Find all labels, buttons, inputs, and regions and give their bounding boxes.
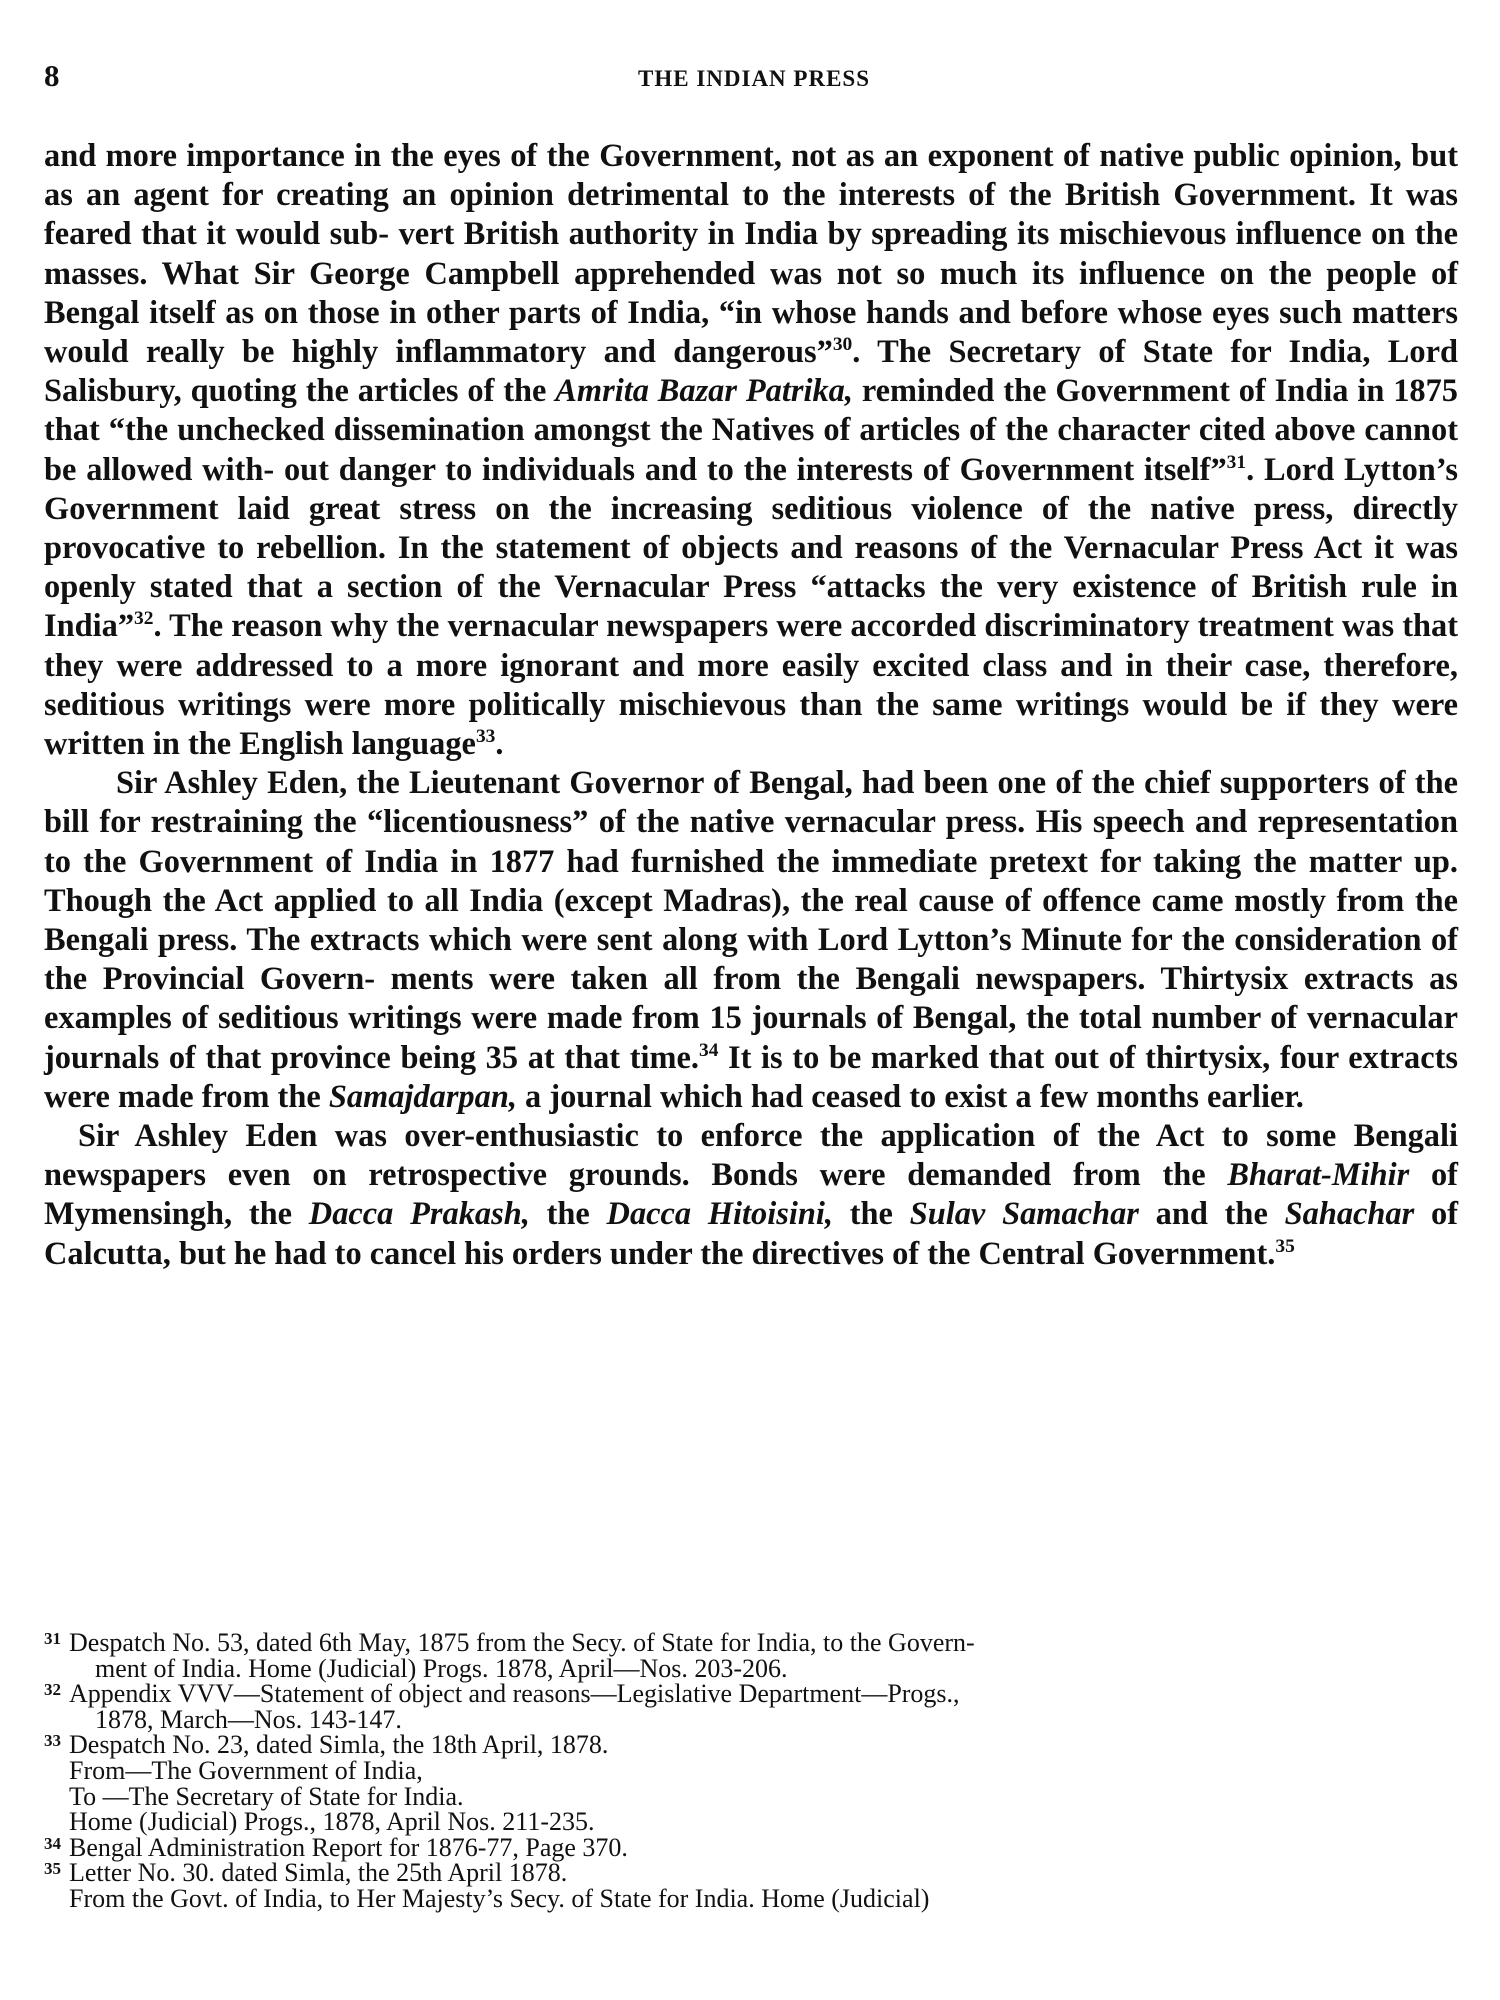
footnote-ref-30: 30	[832, 334, 853, 356]
text-span: . The Secretary of State for India, Lord Salisbury, quoting the articles of the	[44, 334, 1458, 410]
newspaper-title: Dacca Hitoisini,	[606, 1196, 833, 1233]
footnote-ref-33: 33	[475, 726, 496, 748]
text-span: .	[495, 726, 504, 763]
newspaper-title: Dacca Prakash,	[308, 1196, 530, 1233]
text-span: Sir Ashley Eden, the Lieutenant Governor of Bengal, had been one of the chief supporters of the bill for restraining the “licentiousness” of the native vernacular press. His speech and representation to the Government of India in 1877 had furnished the immediate pretext for taking the matter up. Though the Act applied to all India (except Madras), the real cause of offence came mostly from the Bengali press. The extracts which were sent along with Lord Lytton’s Minute for the consideration of the Provincial Govern- ments were taken all from the Bengali newspapers. Thirtysix extracts as examples of seditious writings were made from 15 journals of Bengal, the total number of vernacular journals of that province being 35 at that time.	[44, 765, 1458, 1076]
footnote-line: To —The Secretary of State for India.	[69, 1781, 464, 1811]
footnotes	[44, 1630, 1458, 1912]
footnote-line: From the Govt. of India, to Her Majesty’s Secy. of State for India. Home (Judicial)	[69, 1883, 930, 1913]
footnote-ref-35: 35	[1275, 1235, 1295, 1257]
footnote-mark: 31	[44, 1629, 61, 1648]
newspaper-title: Sahachar	[1284, 1196, 1415, 1233]
newspaper-title: Bharat-Mihir	[1227, 1157, 1410, 1194]
footnote-35	[44, 1860, 1458, 1911]
footnote-line: Home (Judicial) Progs., 1878, April Nos. 211-235.	[69, 1807, 595, 1837]
footnote-mark: 33	[44, 1731, 61, 1751]
paragraph-3	[44, 1117, 1458, 1274]
footnote-line: ment of India. Home (Judicial) Progs. 1878, April—Nos. 203-206.	[95, 1653, 788, 1683]
paragraph-1	[44, 137, 1458, 764]
text-span: and more importance in the eyes of the Government, not as an exponent of native public opinion, but as an agent for creating an opinion detrimental to the interests of the British Government. It was feared that it would sub- vert British authority in India by spreading its mischievous influence on the masses. What Sir George Campbell apprehended was not so much its influence on the people of Bengal itself as on those in other parts of India, “in whose hands and before whose eyes such matters would really be highly inflammatory and dangerous”	[44, 138, 1458, 371]
text-span: It is to be marked that out of thirtysix, four extracts were made from the	[44, 1039, 1458, 1115]
text-span: the	[529, 1196, 607, 1233]
newspaper-title: Amrita Bazar Patrika,	[555, 373, 853, 410]
text-span: and the	[1138, 1196, 1285, 1233]
text-span: reminded the Government of India in 1875 that “the unchecked dissemination amongst the Natives of articles of the character cited above cannot be allowed with- out danger to individuals and to the interests of Government itself”	[44, 373, 1459, 488]
paragraph-2	[44, 764, 1458, 1117]
text-span: . Lord Lytton’s Government laid great stress on the increasing seditious violence of the native press, directly provocative to rebellion. In the statement of objects and reasons of the Vernacular Press Act it was openly stated that a section of the Vernacular Press “attacks the very existence of British rule in India”	[44, 451, 1459, 645]
footnote-line: 1878, March—Nos. 143-147.	[95, 1704, 402, 1734]
footnote-32	[44, 1681, 1458, 1732]
footnote-31	[44, 1630, 1458, 1681]
footnote-line: Despatch No. 23, dated Simla, the 18th April, 1878.	[69, 1730, 609, 1760]
page-header	[44, 58, 1464, 108]
running-head: THE INDIAN PRESS	[638, 66, 870, 91]
text-span: . The reason why the vernacular newspapers were accorded discriminatory treatment was that they were addressed to a more ignorant and more easily excited class and in their case, therefore, seditious writings were more politically mischievous than the same writings would be if they were written in the English language	[44, 608, 1458, 763]
footnote-line: Bengal Administration Report for 1876-77, Page 370.	[69, 1832, 628, 1862]
footnote-mark: 34	[44, 1833, 61, 1853]
newspaper-title: Samajdarpan,	[328, 1078, 517, 1115]
text-span: of Calcutta, but he had to cancel his orders under the directives of the Central Government.	[44, 1196, 1458, 1272]
footnote-line: Letter No. 30. dated Simla, the 25th April 1878.	[69, 1858, 568, 1888]
text-span: a journal which had ceased to exist a few months earlier.	[516, 1078, 1304, 1115]
body-text	[44, 137, 1458, 1274]
footnote-line: Despatch No. 53, dated 6th May, 1875 from the Secy. of State for India, to the Govern-	[69, 1628, 975, 1657]
text-span: the	[832, 1196, 910, 1233]
footnote-ref-32: 32	[134, 608, 154, 630]
footnote-34	[44, 1832, 1458, 1862]
footnote-mark: 35	[44, 1859, 61, 1879]
text-span: of Mymensingh, the	[44, 1157, 1458, 1233]
newspaper-title: Sulav Samachar	[909, 1196, 1139, 1233]
footnote-line: From—The Government of India,	[69, 1755, 423, 1785]
footnote-ref-31: 31	[1226, 451, 1247, 473]
page-number: 8	[44, 58, 60, 93]
footnote-line: Appendix VVV—Statement of object and reasons—Legislative Department—Progs.,	[69, 1679, 960, 1709]
footnote-33	[44, 1730, 1458, 1837]
text-span: Sir Ashley Eden was over-enthusiastic to enforce the application of the Act to some Bengali newspapers even on retrospective grounds. Bonds were demanded from the	[44, 1118, 1458, 1194]
footnote-ref-34: 34	[698, 1039, 719, 1061]
footnote-mark: 32	[44, 1680, 61, 1700]
